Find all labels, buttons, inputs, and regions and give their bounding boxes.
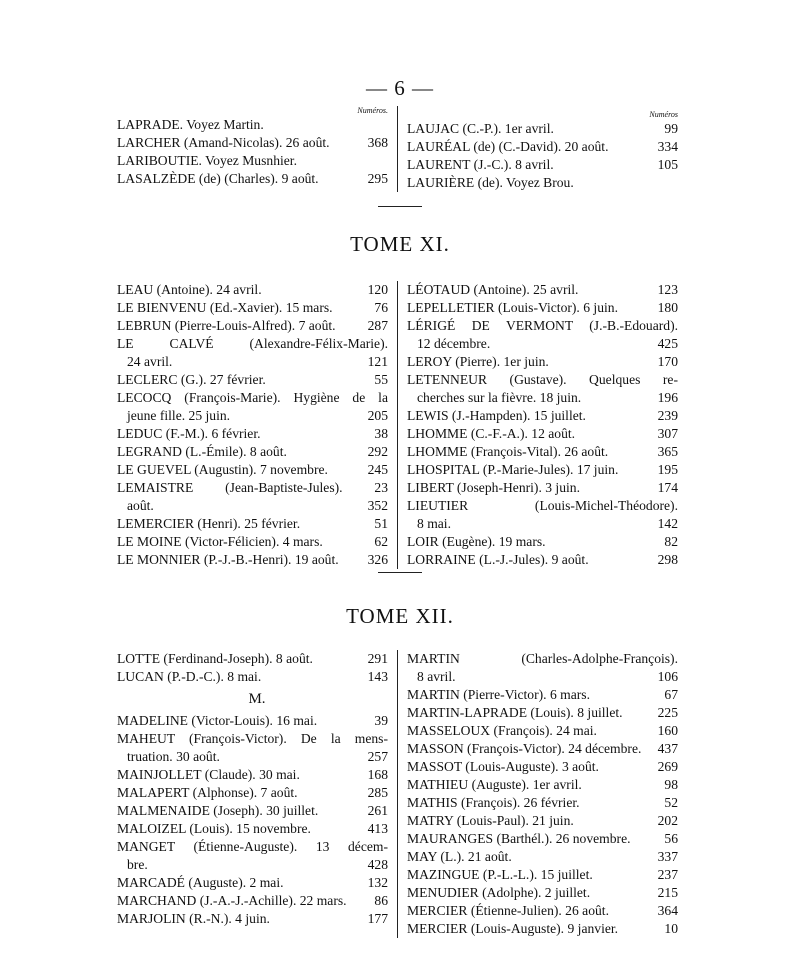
entry-number: 67 — [664, 687, 678, 702]
index-column-right — [398, 106, 678, 192]
entry-number: 326 — [367, 552, 388, 567]
entry-text: MASSON (François-Victor). 24 décembre. — [407, 741, 642, 756]
entry-continuation — [407, 335, 678, 353]
entry-text: MARTIN-LAPRADE (Louis). 8 juillet. — [407, 705, 623, 720]
entry-number: 413 — [367, 821, 388, 836]
index-entry — [398, 407, 678, 425]
index-entry — [398, 704, 678, 722]
entry-number: 205 — [367, 408, 388, 423]
entry-number: 287 — [367, 318, 388, 333]
entry-number: 295 — [367, 171, 388, 186]
entry-text: LIEUTIER (Louis-Michel-Théodore). — [407, 498, 678, 513]
entry-text: LASALZÈDE (de) (Charles). 9 août. — [117, 171, 319, 186]
entry-text: MADELINE (Victor-Louis). 16 mai. — [117, 713, 318, 728]
index-entry — [117, 650, 397, 668]
entry-text: août. — [127, 498, 154, 513]
entry-text: 24 avril. — [127, 354, 173, 369]
entry-text: LE GUEVEL (Augustin). 7 novembre. — [117, 462, 328, 477]
entry-text: LEGRAND (L.-Émile). 8 août. — [117, 444, 287, 459]
index-entry — [398, 884, 678, 902]
entry-text: LHOMME (C.-F.-A.). 12 août. — [407, 426, 576, 441]
entry-text: LE CALVÉ (Alexandre-Félix-Marie). — [117, 336, 388, 351]
entry-text: LUCAN (P.-D.-C.). 8 mai. — [117, 669, 262, 684]
entry-text: LARCHER (Amand-Nicolas). 26 août. — [117, 135, 330, 150]
entry-text: 8 avril. — [417, 669, 456, 684]
entry-number: 215 — [657, 885, 678, 900]
entry-text: MATHIEU (Auguste). 1er avril. — [407, 777, 582, 792]
index-entry — [398, 533, 678, 551]
entry-number: 437 — [657, 741, 678, 756]
entry-continuation — [117, 407, 388, 425]
entry-number: 202 — [657, 813, 678, 828]
entry-text: MAY (L.). 21 août. — [407, 849, 512, 864]
entry-number: 269 — [657, 759, 678, 774]
entry-text: LOIR (Eugène). 19 mars. — [407, 534, 546, 549]
index-entry — [398, 174, 678, 192]
entry-number: 52 — [664, 795, 678, 810]
entry-number: 292 — [367, 444, 388, 459]
index-entry — [117, 551, 397, 569]
entry-number: 106 — [657, 669, 678, 684]
index-entry — [117, 910, 397, 928]
entry-number: 56 — [664, 831, 678, 846]
entry-text: MARTIN (Charles-Adolphe-François). — [407, 651, 678, 666]
index-entry — [398, 461, 678, 479]
index-entry — [398, 120, 678, 138]
index-entry — [398, 317, 678, 353]
entry-continuation — [117, 353, 388, 371]
index-entry — [117, 784, 397, 802]
entry-text: LE BIENVENU (Ed.-Xavier). 15 mars. — [117, 300, 333, 315]
entry-number: 143 — [367, 669, 388, 684]
entry-text: LEMERCIER (Henri). 25 février. — [117, 516, 301, 531]
index-entry — [117, 134, 397, 152]
entry-continuation — [407, 389, 678, 407]
entry-number: 105 — [657, 157, 678, 172]
index-entry — [398, 443, 678, 461]
index-entry — [117, 371, 397, 389]
entry-number: 257 — [367, 749, 388, 764]
index-column-right — [398, 281, 678, 569]
index-entry — [117, 730, 397, 766]
entry-number: 225 — [657, 705, 678, 720]
entry-text: LÉOTAUD (Antoine). 25 avril. — [407, 282, 579, 297]
index-entry — [398, 479, 678, 497]
entry-continuation — [117, 856, 388, 874]
entry-text: LAPRADE. Voyez Martin. — [117, 117, 264, 132]
index-entry — [398, 758, 678, 776]
entry-text: LHOMME (François-Vital). 26 août. — [407, 444, 609, 459]
entry-text: MALOIZEL (Louis). 15 novembre. — [117, 821, 311, 836]
index-entry — [117, 116, 397, 134]
entry-number: 98 — [664, 777, 678, 792]
entry-text: MARTIN (Pierre-Victor). 6 mars. — [407, 687, 590, 702]
entry-number: 99 — [664, 121, 678, 136]
entry-text: MARCADÉ (Auguste). 2 mai. — [117, 875, 284, 890]
entry-number: 132 — [367, 875, 388, 890]
entry-continuation — [407, 668, 678, 686]
entry-number: 337 — [657, 849, 678, 864]
entry-text: LEBRUN (Pierre-Louis-Alfred). 7 août. — [117, 318, 336, 333]
entry-text: MATRY (Louis-Paul). 21 juin. — [407, 813, 574, 828]
index-entry — [398, 686, 678, 704]
index-column-left — [117, 106, 398, 192]
index-entry — [117, 461, 397, 479]
index-entry — [398, 497, 678, 533]
entry-number: 245 — [367, 462, 388, 477]
entry-text: MASSELOUX (François). 24 mai. — [407, 723, 597, 738]
index-block-tome-11 — [117, 281, 678, 569]
entry-number: 307 — [657, 426, 678, 441]
entry-text: MERCIER (Louis-Auguste). 9 janvier. — [407, 921, 619, 936]
entry-number: 51 — [374, 516, 388, 531]
numeros-label: Numéros. — [357, 106, 388, 115]
entry-text: MALMENAIDE (Joseph). 30 juillet. — [117, 803, 319, 818]
entry-number: 76 — [374, 300, 388, 315]
entry-number: 38 — [374, 426, 388, 441]
entry-number: 352 — [367, 498, 388, 513]
entry-number: 291 — [367, 651, 388, 666]
index-entry — [398, 138, 678, 156]
entry-text: MARJOLIN (R.-N.). 4 juin. — [117, 911, 270, 926]
entry-number: 120 — [367, 282, 388, 297]
entry-number: 428 — [367, 857, 388, 872]
index-entry — [117, 533, 397, 551]
entry-text: bre. — [127, 857, 148, 872]
entry-number: 195 — [657, 462, 678, 477]
entry-number: 285 — [367, 785, 388, 800]
entry-text: LAURENT (J.-C.). 8 avril. — [407, 157, 554, 172]
entry-text: LAURIÈRE (de). Voyez Brou. — [407, 175, 574, 190]
entry-text: MALAPERT (Alphonse). 7 août. — [117, 785, 298, 800]
index-entry — [117, 838, 397, 874]
entry-number: 82 — [664, 534, 678, 549]
entry-text: LEWIS (J.-Hampden). 15 juillet. — [407, 408, 586, 423]
index-entry — [398, 353, 678, 371]
entry-text: LECLERC (G.). 27 février. — [117, 372, 266, 387]
index-entry — [398, 156, 678, 174]
entry-text: truation. 30 août. — [127, 749, 220, 764]
entry-continuation — [117, 748, 388, 766]
section-divider — [378, 572, 422, 573]
entry-text: 12 décembre. — [417, 336, 491, 351]
index-entry — [117, 443, 397, 461]
entry-number: 425 — [657, 336, 678, 351]
entry-number: 168 — [367, 767, 388, 782]
index-entry — [117, 820, 397, 838]
entry-text: jeune fille. 25 juin. — [127, 408, 231, 423]
numeros-label: Numéros — [649, 110, 678, 119]
entry-text: MANGET (Étienne-Auguste). 13 décem- — [117, 839, 388, 854]
entry-text: MASSOT (Louis-Auguste). 3 août. — [407, 759, 599, 774]
entry-text: MAURANGES (Barthél.). 26 novembre. — [407, 831, 631, 846]
entry-text: LEMAISTRE (Jean-Baptiste-Jules). 23 — [117, 480, 388, 495]
index-entry — [398, 371, 678, 407]
entry-number: 239 — [657, 408, 678, 423]
tome-title: TOME XII. — [346, 604, 454, 628]
entry-number: 39 — [374, 713, 388, 728]
entry-text: MENUDIER (Adolphe). 2 juillet. — [407, 885, 591, 900]
entry-text: MAINJOLLET (Claude). 30 mai. — [117, 767, 300, 782]
index-entry — [117, 281, 397, 299]
entry-text: MARCHAND (J.-A.-J.-Achille). 22 mars. — [117, 893, 347, 908]
entry-text: 8 mai. — [417, 516, 451, 531]
entry-text: LAURÉAL (de) (C.-David). 20 août. — [407, 139, 609, 154]
entry-text: LETENNEUR (Gustave). Quelques re- — [407, 372, 678, 387]
entry-text: LHOSPITAL (P.-Marie-Jules). 17 juin. — [407, 462, 619, 477]
entry-number: 123 — [657, 282, 678, 297]
entry-text: LEAU (Antoine). 24 avril. — [117, 282, 262, 297]
index-entry — [398, 830, 678, 848]
entry-number: 170 — [657, 354, 678, 369]
entry-number: 180 — [657, 300, 678, 315]
entry-continuation — [117, 497, 388, 515]
index-entry — [117, 515, 397, 533]
index-entry — [398, 794, 678, 812]
entry-number: 10 — [664, 921, 678, 936]
index-entry — [117, 479, 397, 515]
page-number: — 6 — — [366, 76, 434, 100]
entry-number: 368 — [367, 135, 388, 150]
entry-text: LE MOINE (Victor-Félicien). 4 mars. — [117, 534, 323, 549]
entry-number: 55 — [374, 372, 388, 387]
index-block-continued — [117, 106, 678, 192]
index-entry — [117, 712, 397, 730]
entry-number: 174 — [657, 480, 678, 495]
entry-number: 86 — [374, 893, 388, 908]
index-entry — [398, 866, 678, 884]
entry-text: LECOCQ (François-Marie). Hygiène de la — [117, 390, 388, 405]
entry-text: LÉRIGÉ DE VERMONT (J.-B.-Edouard). — [407, 318, 678, 333]
index-entry — [117, 299, 397, 317]
index-entry — [398, 776, 678, 794]
entry-text: LARIBOUTIE. Voyez Musnhier. — [117, 153, 297, 168]
entry-number: 177 — [367, 911, 388, 926]
entry-text: MERCIER (Étienne-Julien). 26 août. — [407, 903, 609, 918]
entry-text: LORRAINE (L.-J.-Jules). 9 août. — [407, 552, 589, 567]
index-entry — [117, 152, 397, 170]
tome-title: TOME XI. — [350, 232, 450, 256]
index-entry — [398, 920, 678, 938]
entry-text: LE MONNIER (P.-J.-B.-Henri). 19 août. — [117, 552, 339, 567]
index-entry — [117, 668, 397, 686]
entry-number: 334 — [657, 139, 678, 154]
index-entry — [398, 740, 678, 758]
entry-number: 237 — [657, 867, 678, 882]
index-entry — [398, 722, 678, 740]
index-column-left — [117, 281, 398, 569]
entry-number: 196 — [657, 390, 678, 405]
index-entry — [398, 299, 678, 317]
entry-number: 121 — [367, 354, 388, 369]
entry-text: LOTTE (Ferdinand-Joseph). 8 août. — [117, 651, 313, 666]
index-column-right — [398, 650, 678, 938]
entry-number: 364 — [657, 903, 678, 918]
entry-text: LAUJAC (C.-P.). 1er avril. — [407, 121, 554, 136]
index-entry — [117, 389, 397, 425]
entry-text: LEDUC (F.-M.). 6 février. — [117, 426, 261, 441]
entry-text: LIBERT (Joseph-Henri). 3 juin. — [407, 480, 580, 495]
index-column-left — [117, 650, 398, 938]
entry-number: 298 — [657, 552, 678, 567]
section-letter: M. — [248, 691, 266, 707]
index-entry — [398, 902, 678, 920]
index-entry — [117, 425, 397, 443]
index-entry — [398, 650, 678, 686]
entry-text: MAZINGUE (P.-L.-L.). 15 juillet. — [407, 867, 593, 882]
index-block-tome-12 — [117, 650, 678, 938]
index-entry — [117, 892, 397, 910]
index-entry — [398, 812, 678, 830]
entry-number: 365 — [657, 444, 678, 459]
index-entry — [398, 425, 678, 443]
index-entry — [117, 170, 397, 188]
entry-number: 261 — [367, 803, 388, 818]
index-entry — [117, 335, 397, 371]
section-divider — [378, 206, 422, 207]
entry-text: cherches sur la fièvre. 18 juin. — [417, 390, 582, 405]
entry-number: 142 — [657, 516, 678, 531]
index-entry — [398, 281, 678, 299]
entry-number: 62 — [374, 534, 388, 549]
entry-continuation — [407, 515, 678, 533]
index-entry — [117, 317, 397, 335]
entry-text: MATHIS (François). 26 février. — [407, 795, 580, 810]
entry-number: 160 — [657, 723, 678, 738]
index-entry — [398, 551, 678, 569]
index-entry — [117, 766, 397, 784]
entry-text: MAHEUT (François-Victor). De la mens- — [117, 731, 388, 746]
entry-text: LEPELLETIER (Louis-Victor). 6 juin. — [407, 300, 618, 315]
index-entry — [117, 874, 397, 892]
entry-text: LEROY (Pierre). 1er juin. — [407, 354, 549, 369]
index-entry — [117, 802, 397, 820]
index-entry — [398, 848, 678, 866]
